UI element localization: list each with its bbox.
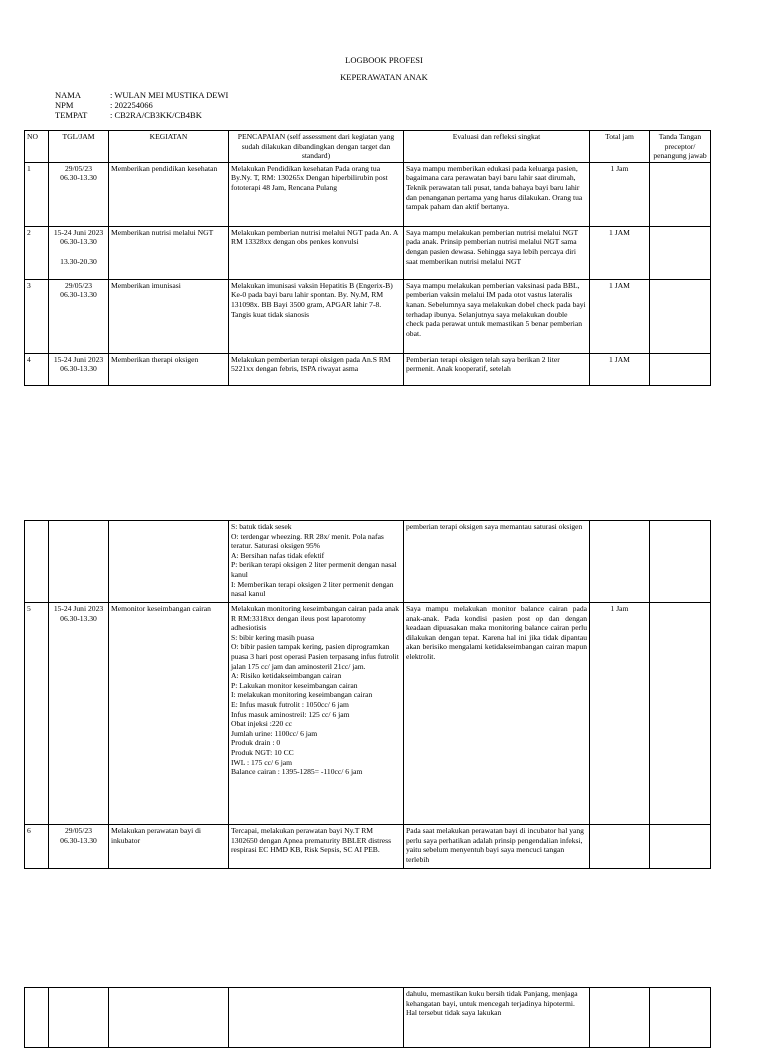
cell-evaluasi: Saya mampu melakukan monitor balance cairan pada anak-anak. Pada kondisi pasien post op dan dengan keadaan dipuasakan maka monitoring balance cairan perlu dilakukan dengan tepat. Karena hal ini jika tidak dipantau akan berisiko mengalami ketidakseimbangan cairan mapun elektrolit. [404, 603, 590, 825]
cell-pencapaian: S: batuk tidak sesek O: terdengar wheezing. RR 28x/ menit. Pola nafas teratur. Saturasi oksigen 95% A: Bersihan nafas tidak efektif P: berikan terapi oksigen 2 liter permenit dengan nasal kanul I: Memberikan terapi oksigen 2 liter permenit dengan nasal kanul [229, 521, 404, 603]
cell-evaluasi: Saya mampu melakukan pemberian vaksinasi pada BBL, pemberian vaksin melalui IM pada otot vastus lateralis kanan. Sebelumnya saya melakukan dobel check pada bayi terhadap ibunya. Selanjutnya saya melakukan double check pada perawat untuk memastikan 5 benar pemberian obat. [404, 279, 590, 353]
cell-kegiatan [109, 988, 229, 1048]
cell-jam: 1 Jam [590, 603, 650, 825]
header-pencapaian: PENCAPAIAN (self assessment dari kegiatan yang sudah dilakukan dibandingkan dengan target dan standard) [229, 131, 404, 163]
table-header-row [25, 131, 711, 163]
info-tempat [55, 110, 202, 120]
logbook-table-page1 [24, 130, 711, 386]
cell-tgl [49, 988, 109, 1048]
cell-tgl: 29/05/23 06.30-13.30 [49, 162, 109, 226]
cell-no: 2 [25, 226, 49, 279]
logbook-table-page2 [24, 520, 711, 869]
cell-ttd [650, 521, 711, 603]
cell-pencapaian: Melakukan monitoring keseimbangan cairan pada anak R RM:3318xx dengan ileus post laparotomy adhesiotisis S: bibir kering masih puasa O: bibir pasien tampak kering, pasien diprogramkan puasa 3 hari post operasi Pasien terpasang infus futrolit jalan 175 cc/ jam dan aminosteril 21cc/ jam. A: Risiko ketidakseimbangan cairan P: Lakukan monitor keseimbangan cairan I: melakukan monitoring keseimbangan cairan E: Infus masuk futrolit : 1050cc/ 6 jam Infus masuk aminostreil: 125 cc/ 6 jam Obat injeksi :220 cc Jumlah urine: 1100cc/ 6 jam Produk drain : 0 Produk NGT: 10 CC IWL : 175 cc/ 6 jam Balance cairan : 1395-1285= -110cc/ 6 jam [229, 603, 404, 825]
table-row [25, 521, 711, 603]
cell-pencapaian: Melakukan pemberian terapi oksigen pada An.S RM 5221xx dengan febris, ISPA riwayat asma [229, 353, 404, 385]
table-row [25, 279, 711, 353]
info-label: TEMPAT [55, 110, 88, 120]
cell-evaluasi: Saya mampu melakukan pemberian nutrisi melalui NGT pada anak. Prinsip pemberian nutrisi melalui NGT sama dengan pasien dewasa. Sehingga saya lebih percaya diri saat memberikan nutrisi melalui NGT [404, 226, 590, 279]
info-label: NPM [55, 100, 74, 110]
cell-ttd [650, 988, 711, 1048]
info-label: NAMA [55, 90, 81, 100]
cell-no: 1 [25, 162, 49, 226]
cell-tgl: 29/05/23 06.30-13.30 [49, 825, 109, 869]
table-row [25, 988, 711, 1048]
cell-kegiatan: Memberikan imunisasi [109, 279, 229, 353]
cell-kegiatan: Memonitor keseimbangan cairan [109, 603, 229, 825]
cell-ttd [650, 279, 711, 353]
header-evaluasi: Evaluasi dan refleksi singkat [404, 131, 590, 163]
cell-no: 3 [25, 279, 49, 353]
cell-tgl: 15-24 Juni 2023 06.30-13.30 [49, 353, 109, 385]
logbook-table-page3 [24, 987, 711, 1048]
cell-no: 4 [25, 353, 49, 385]
cell-pencapaian: Melakukan pemberian nutrisi melalui NGT pada An. A RM 13328xx dengan obs penkes konvulsi [229, 226, 404, 279]
cell-jam [590, 521, 650, 603]
table-row [25, 162, 711, 226]
cell-ttd [650, 162, 711, 226]
cell-jam: 1 Jam [590, 162, 650, 226]
cell-evaluasi: pemberian terapi oksigen saya memantau saturasi oksigen [404, 521, 590, 603]
cell-jam [590, 988, 650, 1048]
doc-subtitle: KEPERAWATAN ANAK [340, 72, 428, 82]
info-value: : 202254066 [110, 100, 153, 110]
header-total-jam: Total jam [590, 131, 650, 163]
cell-no: 5 [25, 603, 49, 825]
cell-pencapaian [229, 988, 404, 1048]
cell-kegiatan: Memberikan pendidikan kesehatan [109, 162, 229, 226]
cell-tgl: 15-24 Juni 2023 06.30-13.30 13.30-20.30 [49, 226, 109, 279]
header-kegiatan: KEGIATAN [109, 131, 229, 163]
cell-evaluasi: Pada saat melakukan perawatan bayi di incubator hal yang perlu saya perhatikan adalah prinsip pengendalian infeksi, yaitu sebelum menyentuh bayi saya mencuci tangan terlebih [404, 825, 590, 869]
cell-pencapaian: Tercapai, melakukan perawatan bayi Ny.T RM 1302650 dengan Apnea prematurity BBLER distress respirasi EC HMD KB, Risk Sepsis, SC AI PEB. [229, 825, 404, 869]
cell-tgl: 15-24 Juni 2023 06.30-13.30 [49, 603, 109, 825]
cell-tgl: 29/05/23 06.30-13.30 [49, 279, 109, 353]
cell-no [25, 521, 49, 603]
info-nama [55, 90, 228, 100]
table-row [25, 603, 711, 825]
cell-kegiatan: Memberikan nutrisi melalui NGT [109, 226, 229, 279]
cell-jam: 1 JAM [590, 353, 650, 385]
info-value: : WULAN MEI MUSTIKA DEWI [110, 90, 229, 100]
info-value: : CB2RA/CB3KK/CB4BK [110, 110, 202, 120]
doc-title: LOGBOOK PROFESI [345, 55, 423, 65]
cell-evaluasi: Saya mampu memberikan edukasi pada keluarga pasien, bagaimana cara perawatan bayi baru lahir saat dirumah, Teknik perawatan tali pusat, tanda bahaya bayi baru lahir dan penanganan pertama yang harus dilakukan. Orang tua tampak paham dan aktif bertanya. [404, 162, 590, 226]
cell-pencapaian: Melakukan imunisasi vaksin Hepatitis B (Engerix-B) Ke-0 pada bayi baru lahir spontan. By. Ny.M, RM 131098x. BB Bayi 3500 gram, APGAR lahir 7-8. Tangis kuat tidak sianosis [229, 279, 404, 353]
cell-ttd [650, 226, 711, 279]
cell-ttd [650, 603, 711, 825]
cell-no [25, 988, 49, 1048]
info-npm [55, 100, 153, 110]
cell-jam [590, 825, 650, 869]
header-tanda-tangan: Tanda Tangan preceptor/ penangung jawab [650, 131, 711, 163]
table-row [25, 353, 711, 385]
cell-tgl [49, 521, 109, 603]
cell-ttd [650, 353, 711, 385]
cell-jam: 1 JAM [590, 226, 650, 279]
cell-evaluasi: Pemberian terapi oksigen telah saya berikan 2 liter permenit. Anak kooperatif, setelah [404, 353, 590, 385]
header-no: NO [25, 131, 49, 163]
cell-pencapaian: Melakukan Pendidikan kesehatan Pada orang tua By.Ny. T, RM: 130265x Dengan hiperbilirubin post fototerapi 48 Jam, Rencana Pulang [229, 162, 404, 226]
table-row [25, 226, 711, 279]
cell-ttd [650, 825, 711, 869]
header-tgl: TGL/JAM [49, 131, 109, 163]
cell-jam: 1 JAM [590, 279, 650, 353]
cell-kegiatan: Melakukan perawatan bayi di inkubator [109, 825, 229, 869]
cell-evaluasi: dahulu, memastikan kuku bersih tidak Panjang, menjaga kehangatan bayi, untuk mencegah terjadinya hipotermi. Hal tersebut tidak saya lakukan [404, 988, 590, 1048]
cell-kegiatan [109, 521, 229, 603]
table-row [25, 825, 711, 869]
cell-no: 6 [25, 825, 49, 869]
cell-kegiatan: Memberikan therapi oksigen [109, 353, 229, 385]
